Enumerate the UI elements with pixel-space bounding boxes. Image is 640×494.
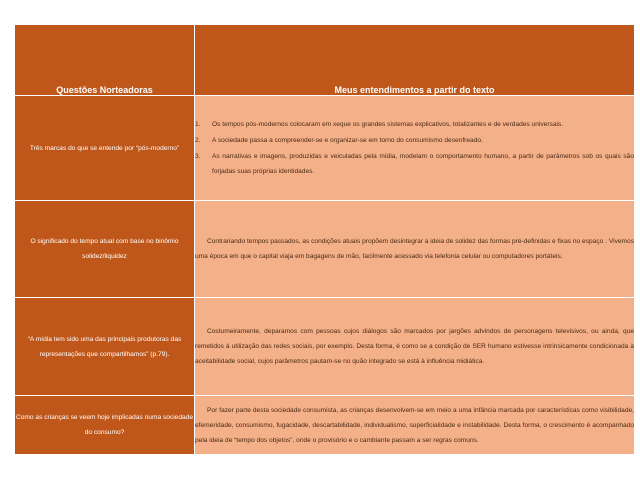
answer-text: Costumeiramente, deparamos com pessoas cujos diálogos são marcados por jargões advindos de personagens televisivos, ou ainda, que remetidos à utilização das redes sociais, por exemplo. Desta forma, é como se a condição de SER humano estivesse intrinsicamente condicionada à aceitabilidade social, cujos parâmetros pautam-se no quão integrado se está à influência midiática. <box>195 328 634 365</box>
answer-text: Por fazer parte desta sociedade consumista, as crianças desenvolvem-se em meio a uma infância marcada por características como visibilidade, efemeridade, consumismo, fugacidade, descartabilidade, individualismo, superficialidade e instabilidade. Desta forma, o crescimento é acompanhado pela ideia de “tempo dos objetos”, onde o provisório e o cambiante passam a ser regras comuns. <box>195 406 634 444</box>
list-item-text: As narrativas e imagens, produzidas e veiculadas pela mídia, modelam o comportamento humano, a partir de parâmetros sob os quais são forjadas suas próprias identidades. <box>212 152 634 175</box>
list-item <box>195 133 634 148</box>
question-cell: “A mídia tem sido uma das principais produtoras das representações que compartilhamos” (p.79). <box>15 298 195 396</box>
list-number: 2. <box>195 136 201 144</box>
answer-text: Contrariando tempos passados, as condições atuais propõem desintegrar a ideia de solidez das formas pré-definidas e fixas no espaço . Vivemos uma época em que o capital viaja em bagagens de mão, facilmente acessado via telefonia celular ou computadores portáteis. <box>195 238 634 260</box>
numbered-list <box>195 117 634 179</box>
list-item <box>195 117 634 132</box>
question-cell: Três marcas do que se entende por “pós-moderno” <box>15 96 195 201</box>
list-number: 3. <box>195 152 201 160</box>
table-header-row <box>15 25 635 96</box>
header-understandings: Meus entendimentos a partir do texto <box>195 25 635 96</box>
table-row <box>15 96 635 201</box>
answer-cell <box>195 396 635 455</box>
table-row <box>15 396 635 455</box>
list-item-text: Os tempos pós-modernos colocaram em xeque os grandes sistemas explicativos, totalizantes e de verdades universais. <box>212 120 564 128</box>
table-row <box>15 201 635 298</box>
header-questions: Questões Norteadoras <box>15 25 195 96</box>
question-cell: O significado do tempo atual com base no binômio solidez/liquidez <box>15 201 195 298</box>
list-number: 1. <box>195 120 201 128</box>
answer-cell <box>195 298 635 396</box>
table-row <box>15 298 635 396</box>
question-cell: Como as crianças se veem hoje implicadas numa sociedade do consumo? <box>15 396 195 455</box>
list-item-text: A sociedade passa a compreender-se e organizar-se em torno do consumismo desenfreado. <box>212 136 483 144</box>
guiding-questions-table <box>14 24 635 455</box>
list-item <box>195 149 634 179</box>
answer-cell <box>195 201 635 298</box>
answer-cell <box>195 96 635 201</box>
